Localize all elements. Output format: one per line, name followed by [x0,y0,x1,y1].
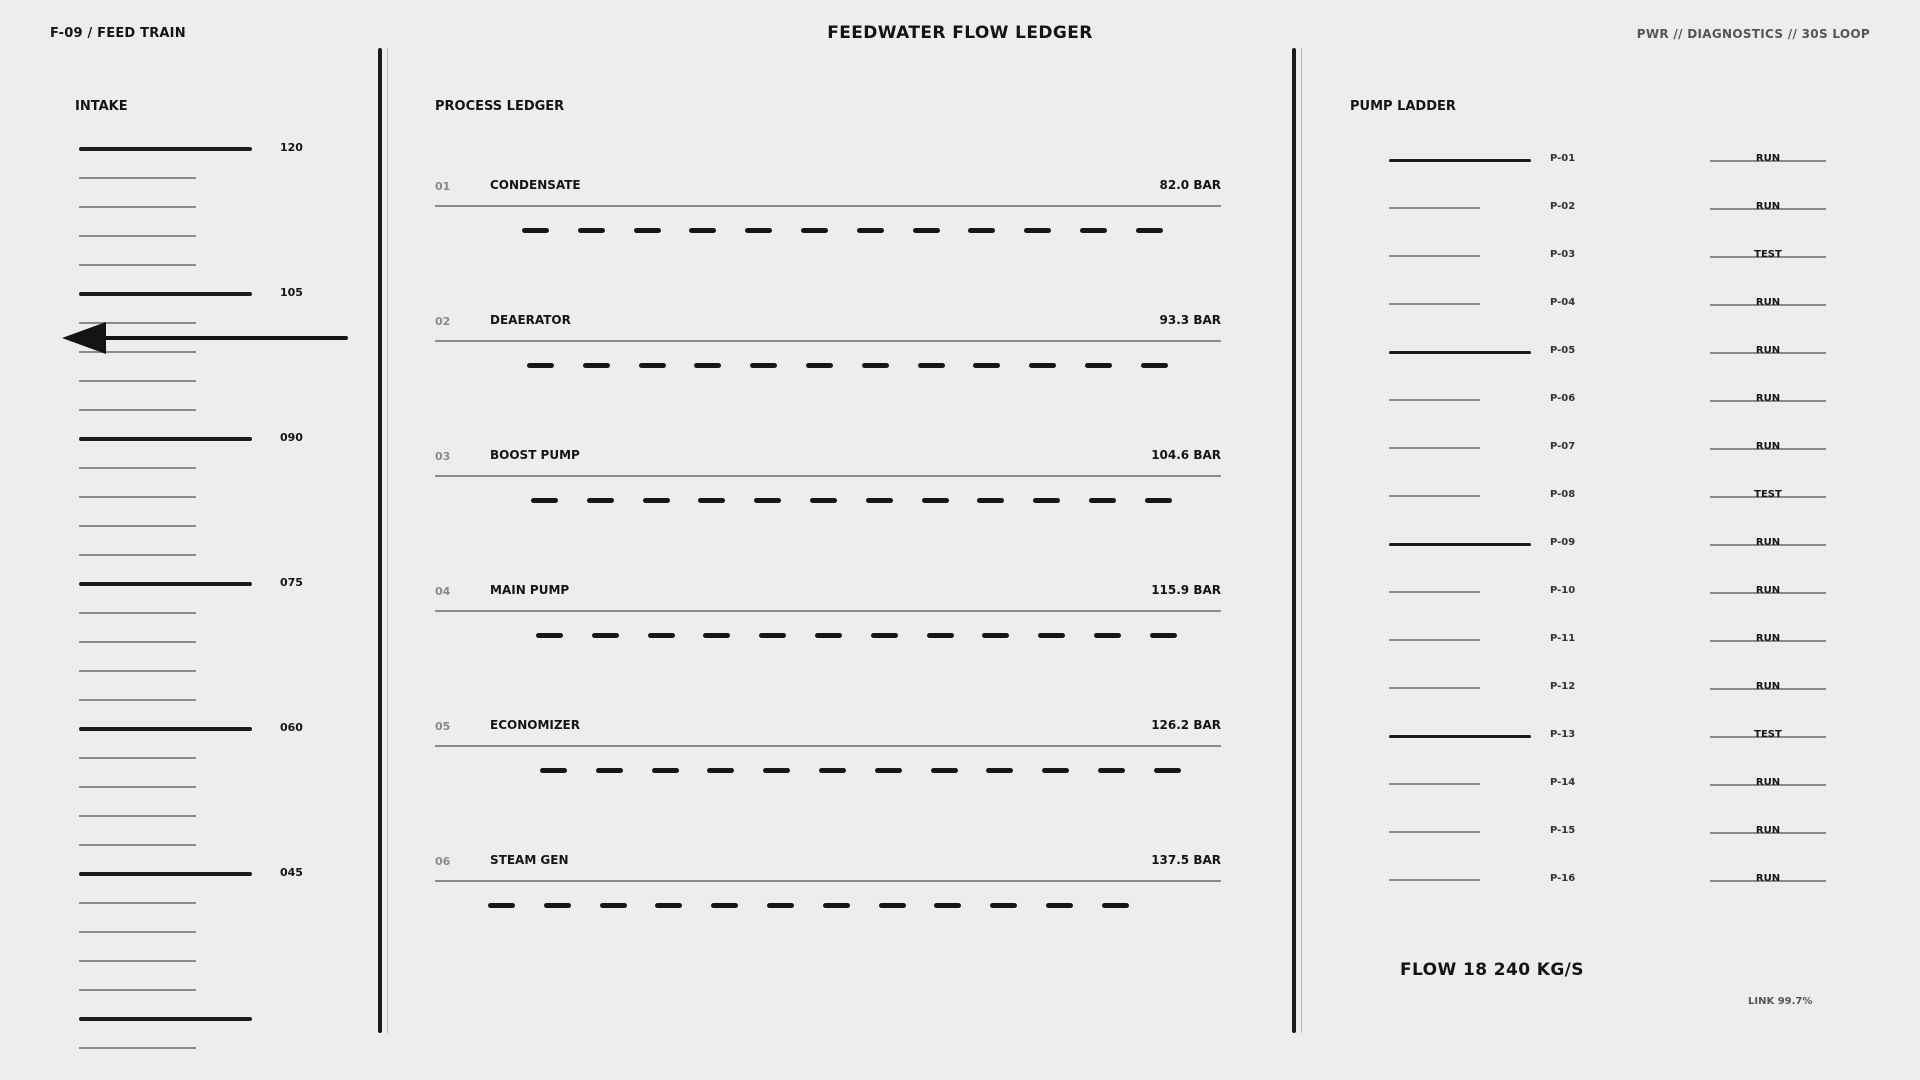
row-name: ECONOMIZER [490,718,580,732]
scale-minor-tick [79,815,196,817]
flow-dash [913,228,940,233]
row-value: 82.0 BAR [1159,178,1221,192]
flow-dash [875,768,902,773]
flow-dash [1046,903,1073,908]
flow-dash [745,228,772,233]
pump-id: P-16 [1550,873,1576,884]
scale-minor-tick [79,525,196,527]
row-index: 02 [435,315,451,328]
scale-major-tick [79,437,252,441]
flow-dash [763,768,790,773]
flow-dash [1141,363,1168,368]
pump-row[interactable] [1389,246,1829,266]
ledger-row[interactable] [435,585,1221,695]
pump-id: P-14 [1550,777,1576,788]
flow-dash [652,768,679,773]
scale-minor-tick [79,380,196,382]
scale-minor-tick [79,496,196,498]
pump-id: P-11 [1550,633,1576,644]
row-value: 93.3 BAR [1159,313,1221,327]
ledger-row[interactable] [435,720,1221,830]
pump-row[interactable] [1389,726,1829,746]
flow-dash [750,363,777,368]
link-status: LINK 99.7% [1748,996,1813,1007]
page-title: FEEDWATER FLOW LEDGER [827,23,1093,43]
flow-dash [648,633,675,638]
pump-status: RUN [1755,153,1781,164]
flow-dash [707,768,734,773]
flow-dash [698,498,725,503]
scale-major-tick [79,727,252,731]
flow-dash [1033,498,1060,503]
flow-dash [703,633,730,638]
flow-dash [1089,498,1116,503]
scale-major-tick [79,147,252,151]
pump-bar [1389,687,1480,689]
flow-dash [1098,768,1125,773]
scale-minor-tick [79,206,196,208]
pump-ladder-title: PUMP LADDER [1350,99,1456,114]
row-name: MAIN PUMP [490,583,570,597]
scale-label: 090 [280,431,303,444]
row-rule [435,880,1221,882]
pump-status: TEST [1754,249,1782,260]
row-name: BOOST PUMP [490,448,580,462]
header-status: PWR // DIAGNOSTICS // 30S LOOP [1636,27,1870,41]
pump-bar [1389,879,1480,881]
pump-row[interactable] [1389,774,1829,794]
pump-status: RUN [1755,297,1781,308]
pump-id: P-01 [1550,153,1576,164]
flow-dash [578,228,605,233]
flow-dash [531,498,558,503]
arrow-left-icon [60,318,350,358]
flow-dash [1029,363,1056,368]
pump-row[interactable] [1389,390,1829,410]
pump-row[interactable] [1389,534,1829,554]
breadcrumb: F-09 / FEED TRAIN [50,26,186,41]
flow-readout: FLOW 18 240 KG/S [1400,960,1584,980]
scale-minor-tick [79,757,196,759]
row-rule [435,475,1221,477]
pump-status: RUN [1755,537,1781,548]
flow-dash [977,498,1004,503]
pump-id: P-06 [1550,393,1576,404]
row-rule [435,205,1221,207]
ledger-row[interactable] [435,180,1221,290]
pump-bar [1389,159,1531,162]
divider-right [1292,48,1296,1033]
row-name: STEAM GEN [490,853,569,867]
pump-row[interactable] [1389,150,1829,170]
pump-id: P-09 [1550,537,1576,548]
pump-row[interactable] [1389,438,1829,458]
ledger-row[interactable] [435,855,1221,965]
row-index: 06 [435,855,451,868]
pump-id: P-03 [1550,249,1576,260]
pump-id: P-13 [1550,729,1576,740]
pump-status: TEST [1754,489,1782,500]
flow-dash [871,633,898,638]
pump-bar [1389,735,1531,738]
flow-dash [767,903,794,908]
flow-dash [1080,228,1107,233]
pump-bar [1389,591,1480,593]
flow-dash [694,363,721,368]
scale-major-tick [79,1017,252,1021]
flow-dash [968,228,995,233]
pump-status: RUN [1755,777,1781,788]
row-value: 115.9 BAR [1151,583,1221,597]
scale-minor-tick [79,409,196,411]
flow-dash [1154,768,1181,773]
flow-dash [986,768,1013,773]
pump-id: P-05 [1550,345,1576,356]
flow-dash [634,228,661,233]
ledger-title: PROCESS LEDGER [435,99,565,114]
scale-major-tick [79,292,252,296]
flow-dash [801,228,828,233]
pump-bar [1389,255,1480,257]
pump-bar [1389,303,1480,305]
pump-id: P-07 [1550,441,1576,452]
flow-dash [540,768,567,773]
scale-minor-tick [79,989,196,991]
pump-status: RUN [1755,393,1781,404]
flow-dash [544,903,571,908]
pump-status: RUN [1755,345,1781,356]
flow-dash [931,768,958,773]
pump-row[interactable] [1389,198,1829,218]
pump-status: RUN [1755,201,1781,212]
row-index: 03 [435,450,451,463]
pump-bar [1389,783,1480,785]
row-rule [435,340,1221,342]
scale-label: 045 [280,866,303,879]
flow-dash [857,228,884,233]
flow-dash [1024,228,1051,233]
flow-dash [536,633,563,638]
pump-row[interactable] [1389,486,1829,506]
flow-dash [982,633,1009,638]
flow-dash [927,633,954,638]
flow-dash [596,768,623,773]
flow-dash [934,903,961,908]
flow-dash [527,363,554,368]
scale-major-tick [79,872,252,876]
flow-dash [918,363,945,368]
row-rule [435,610,1221,612]
flow-dash [600,903,627,908]
divider-left-thin [387,48,388,1033]
ledger-row[interactable] [435,450,1221,560]
pump-status: RUN [1755,873,1781,884]
pump-bar [1389,543,1531,546]
flow-dash [1085,363,1112,368]
pump-id: P-04 [1550,297,1576,308]
row-value: 104.6 BAR [1151,448,1221,462]
row-value: 126.2 BAR [1151,718,1221,732]
flow-dash [639,363,666,368]
pump-status: RUN [1755,633,1781,644]
flow-dash [711,903,738,908]
scale-minor-tick [79,960,196,962]
pump-row[interactable] [1389,294,1829,314]
pump-id: P-02 [1550,201,1576,212]
pump-id: P-15 [1550,825,1576,836]
divider-left [378,48,382,1033]
pump-bar [1389,495,1480,497]
divider-right-thin [1301,48,1302,1033]
scale-minor-tick [79,235,196,237]
flow-dash [922,498,949,503]
scale-minor-tick [79,1047,196,1049]
row-name: CONDENSATE [490,178,581,192]
flow-dash [1094,633,1121,638]
scale-major-tick [79,582,252,586]
pump-bar [1389,639,1480,641]
pump-row[interactable] [1389,870,1829,890]
pump-id: P-08 [1550,489,1576,500]
flow-dash [759,633,786,638]
flow-dash [592,633,619,638]
flow-dash [806,363,833,368]
flow-dash [990,903,1017,908]
scale-minor-tick [79,699,196,701]
row-value: 137.5 BAR [1151,853,1221,867]
flow-dash [587,498,614,503]
pump-bar [1389,207,1480,209]
flow-dash [655,903,682,908]
scale-minor-tick [79,641,196,643]
ledger-row[interactable] [435,315,1221,425]
flow-dash [810,498,837,503]
row-index: 01 [435,180,451,193]
scale-minor-tick [79,264,196,266]
scale-label: 060 [280,721,303,734]
pump-bar [1389,831,1480,833]
pump-id: P-12 [1550,681,1576,692]
scale-label: 120 [280,141,303,154]
scale-minor-tick [79,554,196,556]
scale-minor-tick [79,467,196,469]
flow-dash [643,498,670,503]
scale-minor-tick [79,902,196,904]
row-index: 05 [435,720,451,733]
intake-title: INTAKE [75,99,128,114]
row-index: 04 [435,585,451,598]
row-rule [435,745,1221,747]
pump-status: TEST [1754,729,1782,740]
scale-label: 075 [280,576,303,589]
pump-status: RUN [1755,585,1781,596]
flow-dash [862,363,889,368]
flow-dash [583,363,610,368]
pump-row[interactable] [1389,582,1829,602]
pump-row[interactable] [1389,822,1829,842]
scale-label: 105 [280,286,303,299]
scale-minor-tick [79,786,196,788]
scale-minor-tick [79,612,196,614]
flow-dash [1145,498,1172,503]
pump-row[interactable] [1389,630,1829,650]
flow-dash [819,768,846,773]
flow-dash [754,498,781,503]
flow-dash [879,903,906,908]
pump-bar [1389,351,1531,354]
scale-minor-tick [79,931,196,933]
scale-minor-tick [79,177,196,179]
flow-dash [1136,228,1163,233]
flow-dash [815,633,842,638]
flow-dash [689,228,716,233]
pump-bar [1389,399,1480,401]
pump-status: RUN [1755,441,1781,452]
flow-dash [823,903,850,908]
flow-dash [522,228,549,233]
pump-row[interactable] [1389,678,1829,698]
flow-dash [866,498,893,503]
pump-status: RUN [1755,825,1781,836]
pump-status: RUN [1755,681,1781,692]
flow-dash [1102,903,1129,908]
flow-dash [1150,633,1177,638]
row-name: DEAERATOR [490,313,571,327]
flow-dash [1038,633,1065,638]
flow-dash [1042,768,1069,773]
pump-bar [1389,447,1480,449]
scale-minor-tick [79,670,196,672]
flow-dash [488,903,515,908]
scale-minor-tick [79,844,196,846]
pump-row[interactable] [1389,342,1829,362]
flow-dash [973,363,1000,368]
pump-id: P-10 [1550,585,1576,596]
